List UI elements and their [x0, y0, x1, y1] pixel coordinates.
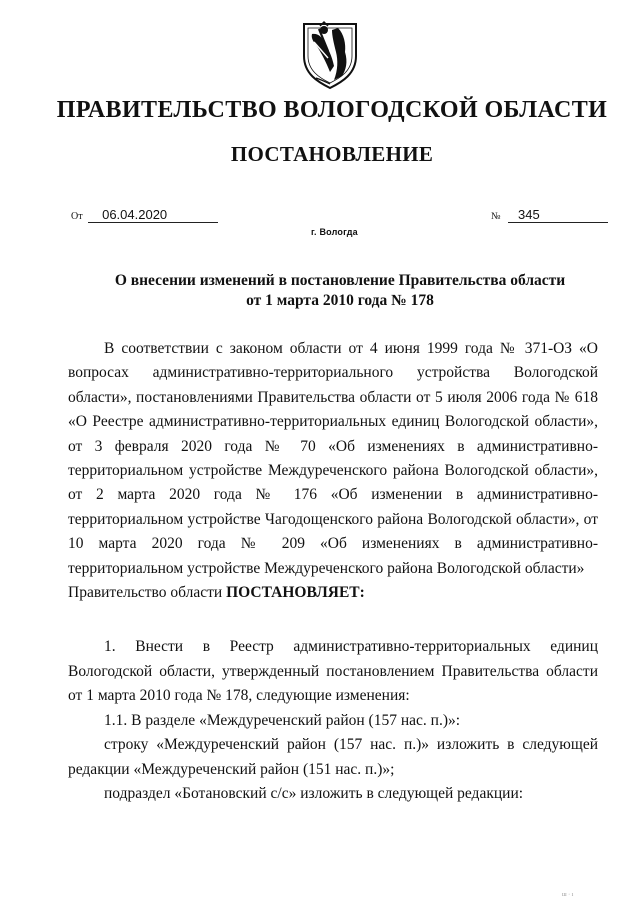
document-body: [68, 337, 598, 806]
item-1-1-a-paragraph: строку «Междуреченский район (157 нас. п.)» изложить в следующей редакции «Междуреченский район (151 нас. п.)»;: [68, 736, 598, 778]
decree-line: [68, 581, 598, 605]
spacer: [68, 605, 598, 635]
vologda-coat-of-arms-icon: [298, 18, 362, 90]
item-1-1-paragraph: 1.1. В разделе «Междуреченский район (157 нас. п.)»:: [104, 711, 461, 729]
corner-mark: ш · ı: [562, 892, 574, 898]
subject-line-1: О внесении изменений в постановление Правительства области: [114, 272, 566, 289]
item-1-1-b-paragraph: подраздел «Ботановский с/с» изложить в следующей редакции:: [104, 784, 524, 802]
date-value: 06.04.2020: [88, 207, 218, 223]
document-subject: [90, 271, 590, 311]
decree-word: ПОСТАНОВЛЯЕТ:: [226, 584, 365, 602]
preamble-paragraph: В соответствии с законом области от 4 июня 1999 года № 371-ОЗ «О вопросах административно-территориального устройства Вологодской области», постановлениями Правительства области от 5 июля 2006 года № 618 «О Реестре административно-территориальных единиц Вологодской области», от 3 февраля 2020 года № 70 «Об изменениях в административно-территориальном устройстве Междуреченского района Вологодской области», от 2 марта 2020 года № 176 «Об изменении в административно-территориальном устройстве Чагодощенского района Вологодской области», от 10 марта 2020 года № 209 «Об изменениях в административно-территориальном устройстве Междуреченского района Вологодской области»: [68, 340, 598, 577]
number-label: №: [491, 211, 501, 222]
document-type: ПОСТАНОВЛЕНИЕ: [230, 142, 434, 166]
date-row: [71, 207, 218, 224]
number-row: [491, 207, 608, 224]
item-1-paragraph: 1. Внести в Реестр административно-территориальных единиц Вологодской области, утвержденный постановлением Правительства области от 1 марта 2010 года № 178, следующие изменения:: [68, 638, 598, 705]
date-label: От: [71, 211, 83, 222]
decree-prefix: Правительство области: [68, 584, 227, 602]
city-label: г. Вологда: [311, 227, 358, 237]
subject-line-2: от 1 марта 2010 года № 178: [246, 292, 434, 309]
number-value: 345: [508, 207, 608, 223]
government-title: ПРАВИТЕЛЬСТВО ВОЛОГОДСКОЙ ОБЛАСТИ: [56, 97, 608, 123]
